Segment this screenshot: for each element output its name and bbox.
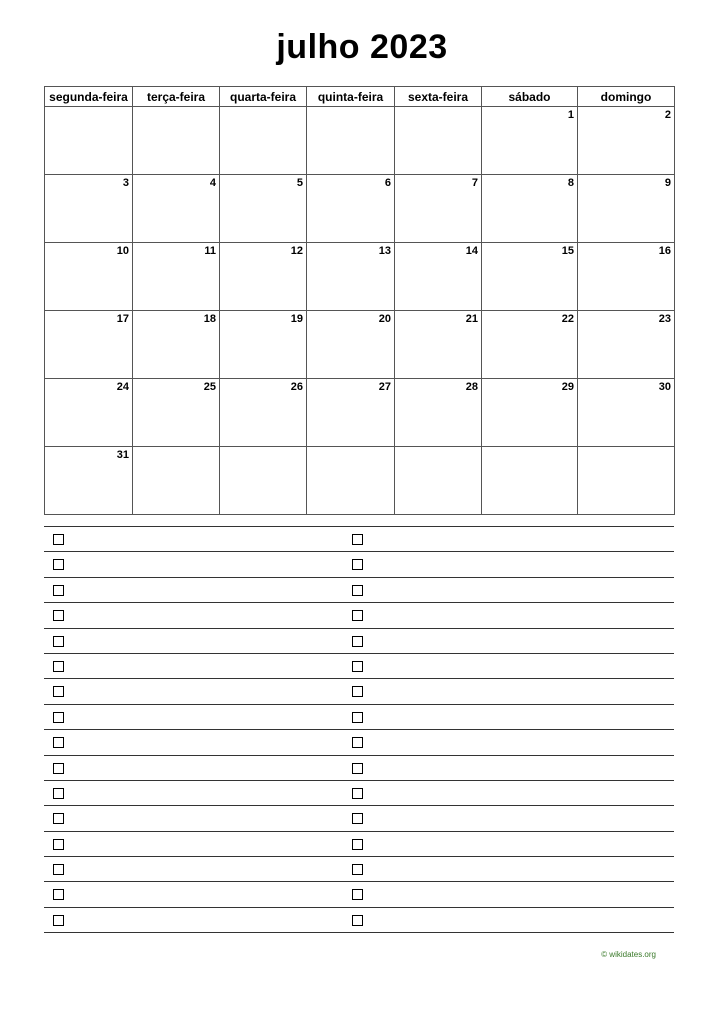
day-cell[interactable]	[482, 175, 578, 243]
todo-row	[44, 705, 674, 730]
day-number: 8	[567, 177, 574, 189]
todo-row	[44, 654, 674, 679]
todo-row	[44, 832, 674, 857]
todo-row	[44, 882, 674, 907]
day-number: 16	[658, 245, 671, 257]
day-number: 30	[658, 381, 671, 393]
day-cell[interactable]	[45, 379, 133, 447]
todo-checkbox[interactable]	[53, 661, 64, 672]
todo-row	[44, 629, 674, 654]
todo-checkbox[interactable]	[352, 610, 363, 621]
day-number	[478, 454, 481, 456]
day-cell[interactable]	[578, 175, 675, 243]
day-number: 26	[290, 381, 303, 393]
week-row	[45, 311, 675, 379]
day-number	[671, 454, 674, 456]
todo-row	[44, 603, 674, 628]
copyright-footer: © wikidates.org	[601, 950, 656, 959]
day-number	[391, 114, 394, 116]
day-number: 24	[116, 381, 129, 393]
todo-row	[44, 527, 674, 552]
todo-checkbox[interactable]	[53, 813, 64, 824]
day-cell[interactable]	[395, 379, 482, 447]
weekday-header-row	[45, 87, 675, 107]
day-number: 21	[465, 313, 478, 325]
todo-checkbox[interactable]	[352, 889, 363, 900]
todo-checkbox[interactable]	[53, 585, 64, 596]
weekday-header: sexta-feira	[395, 87, 482, 107]
day-cell[interactable]	[45, 447, 133, 515]
day-cell[interactable]	[578, 379, 675, 447]
todo-checkbox[interactable]	[352, 636, 363, 647]
todo-checkbox[interactable]	[53, 636, 64, 647]
day-number	[216, 454, 219, 456]
day-cell[interactable]	[482, 107, 578, 175]
day-number: 14	[465, 245, 478, 257]
day-cell[interactable]	[220, 107, 307, 175]
todo-checkbox[interactable]	[53, 915, 64, 926]
day-number: 9	[664, 177, 671, 189]
day-cell[interactable]	[307, 243, 395, 311]
week-row	[45, 107, 675, 175]
day-number	[391, 454, 394, 456]
day-number	[129, 114, 132, 116]
day-number: 2	[664, 109, 671, 121]
todo-checkbox[interactable]	[352, 864, 363, 875]
day-number: 15	[561, 245, 574, 257]
day-number: 6	[384, 177, 391, 189]
week-row	[45, 379, 675, 447]
day-cell[interactable]	[578, 243, 675, 311]
day-number: 7	[471, 177, 478, 189]
day-cell[interactable]	[307, 447, 395, 515]
day-number: 19	[290, 313, 303, 325]
day-number	[574, 454, 577, 456]
day-number: 3	[122, 177, 129, 189]
todo-row	[44, 857, 674, 882]
day-cell[interactable]	[133, 447, 220, 515]
day-cell[interactable]	[45, 107, 133, 175]
todo-row	[44, 730, 674, 755]
day-cell[interactable]	[578, 311, 675, 379]
day-number	[216, 114, 219, 116]
weekday-header: terça-feira	[133, 87, 220, 107]
todo-checkbox[interactable]	[352, 813, 363, 824]
weekday-header: sábado	[482, 87, 578, 107]
todo-row	[44, 908, 674, 933]
week-row	[45, 243, 675, 311]
todo-row	[44, 679, 674, 704]
todo-checkbox[interactable]	[53, 712, 64, 723]
todo-checkbox[interactable]	[352, 788, 363, 799]
day-number: 13	[378, 245, 391, 257]
todo-checkbox[interactable]	[53, 559, 64, 570]
day-cell[interactable]	[482, 447, 578, 515]
todo-checkbox[interactable]	[53, 534, 64, 545]
day-cell[interactable]	[482, 379, 578, 447]
todo-checkbox[interactable]	[53, 686, 64, 697]
day-number	[303, 114, 306, 116]
weekday-header: quinta-feira	[307, 87, 395, 107]
todo-checkbox[interactable]	[352, 712, 363, 723]
day-cell[interactable]	[395, 107, 482, 175]
todo-checkbox[interactable]	[352, 839, 363, 850]
day-number: 10	[116, 245, 129, 257]
day-number: 20	[378, 313, 391, 325]
todo-row	[44, 781, 674, 806]
todo-checkbox[interactable]	[53, 763, 64, 774]
day-cell[interactable]	[45, 243, 133, 311]
day-cell[interactable]	[578, 107, 675, 175]
day-number: 5	[296, 177, 303, 189]
calendar-title: julho 2023	[276, 28, 448, 66]
day-number: 28	[465, 381, 478, 393]
day-cell[interactable]	[307, 311, 395, 379]
day-cell[interactable]	[395, 311, 482, 379]
day-number: 27	[378, 381, 391, 393]
day-cell[interactable]	[220, 379, 307, 447]
todo-checkbox[interactable]	[352, 763, 363, 774]
day-cell[interactable]	[395, 447, 482, 515]
todo-checkbox[interactable]	[352, 559, 363, 570]
day-cell[interactable]	[220, 175, 307, 243]
week-row	[45, 175, 675, 243]
todo-row	[44, 756, 674, 781]
day-number: 4	[209, 177, 216, 189]
todo-list	[44, 526, 674, 933]
month-calendar	[44, 86, 675, 515]
day-cell[interactable]	[133, 311, 220, 379]
day-cell[interactable]	[395, 243, 482, 311]
todo-checkbox[interactable]	[53, 788, 64, 799]
day-cell[interactable]	[220, 447, 307, 515]
day-cell[interactable]	[482, 243, 578, 311]
day-cell[interactable]	[220, 311, 307, 379]
day-number: 1	[567, 109, 574, 121]
day-cell[interactable]	[133, 243, 220, 311]
day-number: 17	[116, 313, 129, 325]
todo-checkbox[interactable]	[352, 585, 363, 596]
todo-checkbox[interactable]	[53, 889, 64, 900]
day-number: 18	[203, 313, 216, 325]
day-cell[interactable]	[220, 243, 307, 311]
todo-checkbox[interactable]	[352, 686, 363, 697]
todo-checkbox[interactable]	[53, 737, 64, 748]
day-cell[interactable]	[307, 107, 395, 175]
day-cell[interactable]	[482, 311, 578, 379]
todo-checkbox[interactable]	[352, 915, 363, 926]
day-cell[interactable]	[307, 175, 395, 243]
day-number: 11	[204, 245, 216, 257]
weekday-header: domingo	[578, 87, 675, 107]
todo-checkbox[interactable]	[53, 864, 64, 875]
weekday-header: segunda-feira	[45, 87, 133, 107]
day-number: 22	[561, 313, 574, 325]
day-cell[interactable]	[133, 175, 220, 243]
day-number: 25	[203, 381, 216, 393]
todo-row	[44, 806, 674, 831]
todo-row	[44, 578, 674, 603]
day-cell[interactable]	[307, 379, 395, 447]
day-cell[interactable]	[45, 175, 133, 243]
day-number: 23	[658, 313, 671, 325]
todo-row	[44, 552, 674, 577]
todo-checkbox[interactable]	[352, 661, 363, 672]
day-cell[interactable]	[395, 175, 482, 243]
todo-checkbox[interactable]	[53, 610, 64, 621]
weekday-header: quarta-feira	[220, 87, 307, 107]
day-number: 31	[116, 449, 129, 461]
day-number: 29	[561, 381, 574, 393]
day-cell[interactable]	[45, 311, 133, 379]
day-number	[303, 454, 306, 456]
day-cell[interactable]	[133, 379, 220, 447]
todo-checkbox[interactable]	[352, 534, 363, 545]
day-cell[interactable]	[578, 447, 675, 515]
day-number: 12	[290, 245, 303, 257]
todo-checkbox[interactable]	[53, 839, 64, 850]
day-number	[478, 114, 481, 116]
day-cell[interactable]	[133, 107, 220, 175]
todo-checkbox[interactable]	[352, 737, 363, 748]
week-row	[45, 447, 675, 515]
